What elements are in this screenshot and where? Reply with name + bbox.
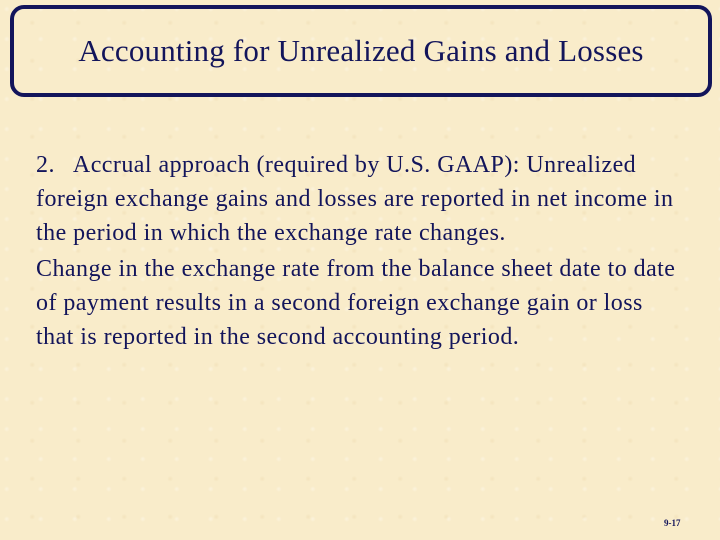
paragraph-exchange-rate-change: Change in the exchange rate from the balance sheet date to date of payment results in a second foreign exchange gain or loss that is reported in the second accounting period. [36, 256, 676, 350]
paragraph-accrual-approach: 2. Accrual approach (required by U.S. GAAP): Unrealized foreign exchange gains and losses are reported in net income in the period in which the exchange rate changes. [36, 152, 680, 246]
slide-number: 9-17 [664, 518, 681, 528]
slide-body [36, 148, 686, 354]
title-box [10, 5, 712, 97]
slide-title: Accounting for Unrealized Gains and Losses [78, 33, 644, 68]
